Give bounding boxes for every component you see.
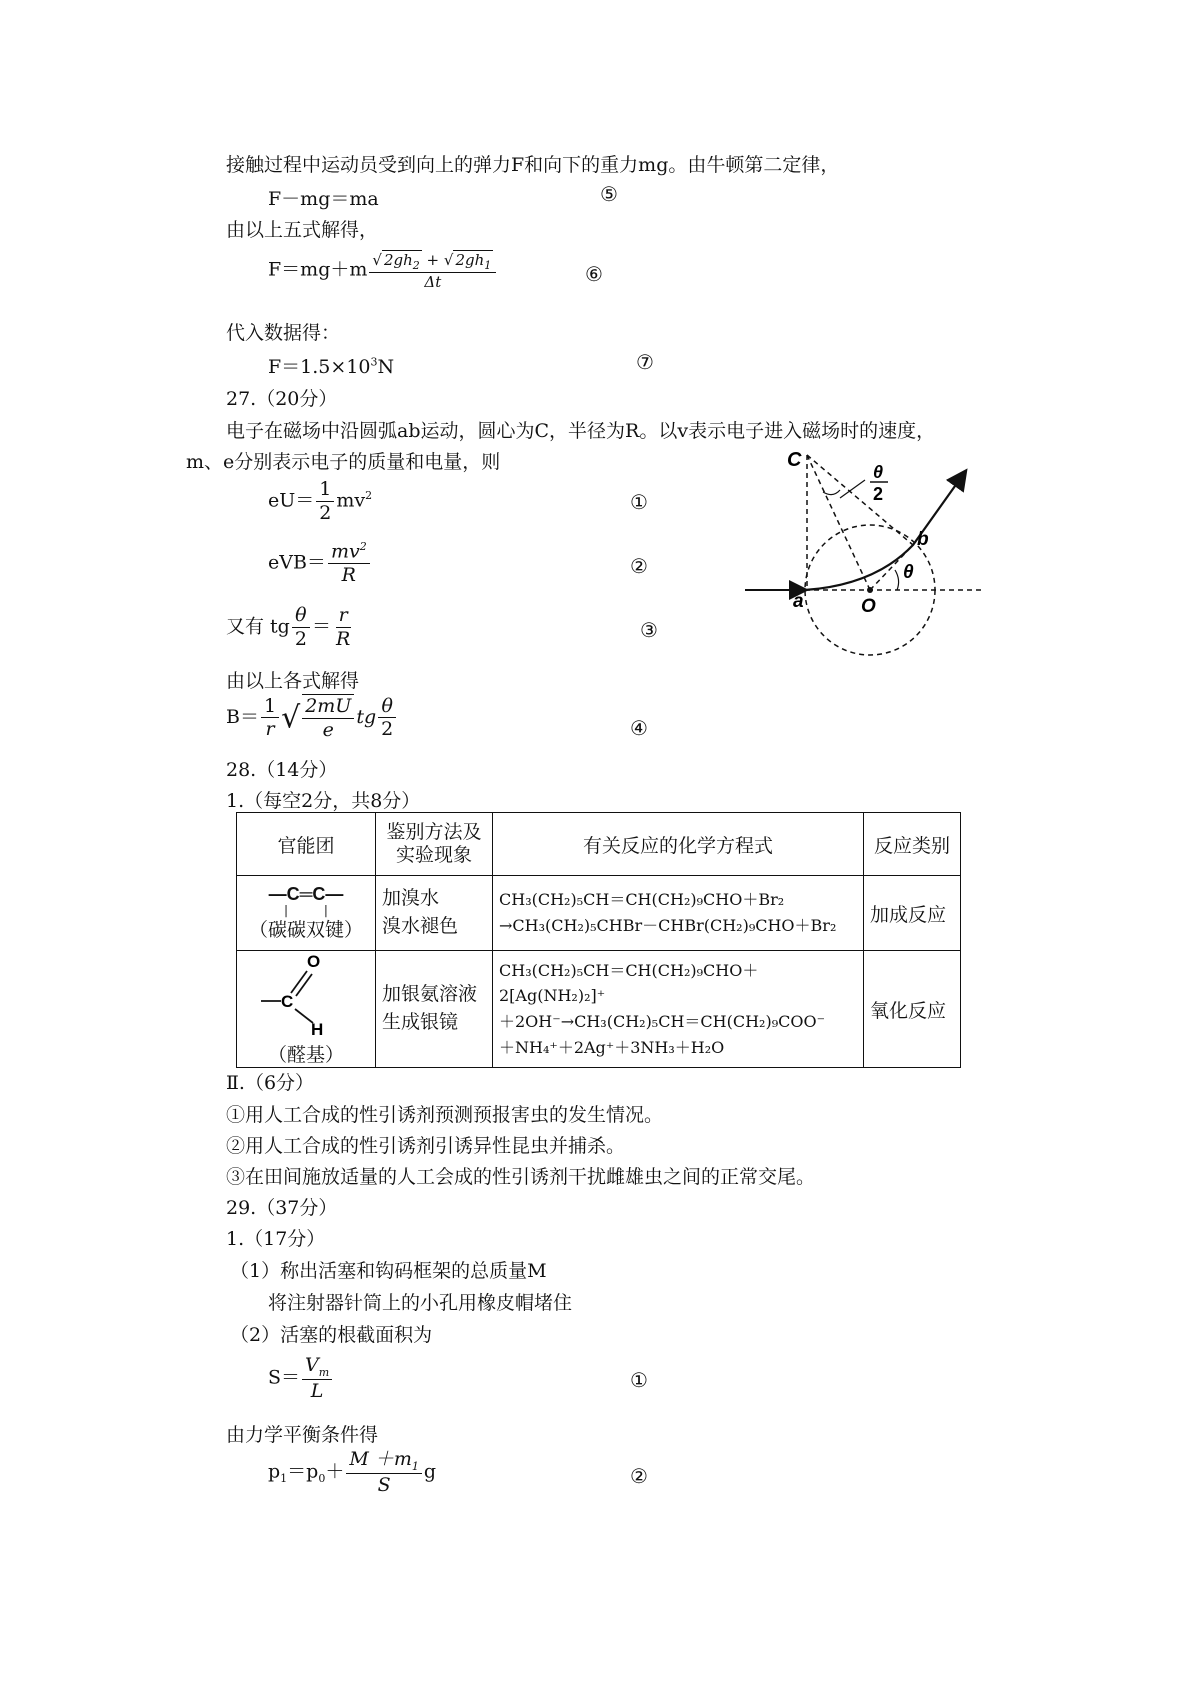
table-row <box>237 876 961 951</box>
question-number: 29.（37分） <box>226 1197 338 1219</box>
equation-number: ② <box>630 554 648 578</box>
equation: eU＝ $\frac{1}{2}$ $mv^2$ <box>268 478 373 524</box>
text-line: 由以上五式解得， <box>226 219 379 241</box>
svg-text:C: C <box>281 992 294 1011</box>
line-co <box>807 455 870 590</box>
electron-path-diagram <box>745 440 995 665</box>
text-line: ②用人工合成的性引诱剂引诱异性昆虫并捕杀。 <box>226 1135 626 1157</box>
text-line: 由以上各式解得 <box>226 670 360 692</box>
functional-group-cell: —C═C— | | （碳碳双键） <box>237 876 376 951</box>
text-line: 将注射器针筒上的小孔用橡皮帽堵住 <box>268 1292 573 1314</box>
table-header-row <box>237 813 961 876</box>
table-row <box>237 951 961 1068</box>
functional-group-cell <box>237 951 376 1068</box>
electron-arc-path <box>805 472 965 590</box>
equation: eVB＝ $\frac{mv^2}{R}$ <box>268 540 372 587</box>
reaction-type-cell: 加成反应 <box>864 876 961 951</box>
equation: B＝ $\frac{1}{r}$ √ $\frac{2mU}{e}$ tg $\frac{\theta}{2}$ <box>226 694 398 742</box>
radius-cb <box>807 455 913 545</box>
text-line: 1.（每空2分，共8分） <box>226 790 421 812</box>
question-number: 28.（14分） <box>226 759 338 781</box>
label-a: a <box>793 591 804 612</box>
text-line: 代入数据得： <box>226 322 341 344</box>
label-theta-half-num: θ <box>873 462 884 482</box>
equation: $p_1=p_0+$ $\frac{M +m_1}{S}$ g <box>268 1448 437 1496</box>
label-c: C <box>787 449 802 471</box>
reaction-type-cell: 氧化反应 <box>864 951 961 1068</box>
equation-number: ① <box>630 490 648 514</box>
equation-number: ④ <box>630 716 648 740</box>
text-line: ③在田间施放适量的人工会成的性引诱剂干扰雌雄虫之间的正常交尾。 <box>226 1166 816 1188</box>
label-theta-half-den: 2 <box>873 484 884 504</box>
text-line: m、e分别表示电子的质量和电量，则 <box>186 451 501 473</box>
equation: 又有 tg $\frac{\theta}{2}$ ＝ $\frac{r}{R}$ <box>226 604 351 650</box>
angle-arc-theta <box>895 570 899 590</box>
angle-arc-half <box>823 490 840 495</box>
text-line: （2）活塞的根截面积为 <box>230 1324 433 1346</box>
text-line: 电子在磁场中沿圆弧ab运动，圆心为C，半径为R。以v表示电子进入磁场时的速度， <box>226 420 936 442</box>
equation-cell: CH₃(CH₂)₅CH＝CH(CH₂)₉CHO＋2[Ag(NH₂)₂]⁺ ＋2OH⁻→CH₃(CH₂)₅CH＝CH(CH₂)₉COO⁻ ＋NH₄⁺＋2Ag⁺＋3NH₃＋H₂O <box>493 951 864 1068</box>
method-cell: 加溴水 溴水褪色 <box>376 876 493 951</box>
text-line: 由力学平衡条件得 <box>226 1424 379 1446</box>
question-part: Ⅱ.（6分） <box>226 1072 315 1094</box>
reaction-table <box>236 812 961 1068</box>
table-header: 鉴别方法及 实验现象 <box>376 813 493 876</box>
text-line: ①用人工合成的性引诱剂预测预报害虫的发生情况。 <box>226 1104 664 1126</box>
angle-pointer <box>840 480 865 498</box>
equation: F＝mg＋m $\frac{√ 2gh_2 + √ 2gh_1}{\Delta t}$ <box>268 250 498 291</box>
center-point-o <box>867 587 873 593</box>
equation-number: ⑥ <box>585 262 603 286</box>
text-line: （1）称出活塞和钩码框架的总质量M <box>230 1260 547 1282</box>
method-cell: 加银氨溶液 生成银镜 <box>376 951 493 1068</box>
equation: $F=1.5\times 10^3N$ <box>268 355 395 378</box>
equation: S＝ $\frac{V_m}{L}$ <box>268 1354 334 1403</box>
aldehyde-structure <box>243 951 369 1035</box>
equation-number: ③ <box>640 618 658 642</box>
group-name: （碳碳双键） <box>248 919 363 941</box>
question-part: 1.（17分） <box>226 1228 326 1250</box>
equation-number: ① <box>630 1368 648 1392</box>
svg-text:O: O <box>307 952 321 971</box>
double-bond-structure: —C═C— <box>268 884 344 904</box>
text-line: 接触过程中运动员受到向上的弹力F和向下的重力mg。由牛顿第二定律， <box>226 154 840 176</box>
question-number: 27.（20分） <box>226 388 338 410</box>
label-o: O <box>861 596 876 617</box>
label-theta: θ <box>903 562 914 583</box>
equation-cell: CH₃(CH₂)₅CH＝CH(CH₂)₉CHO＋Br₂ →CH₃(CH₂)₅CHBr－CHBr(CH₂)₉CHO＋Br₂ <box>493 876 864 951</box>
table-header: 官能团 <box>237 813 376 876</box>
equation-number: ⑤ <box>600 182 618 206</box>
svg-text:H: H <box>311 1020 324 1035</box>
group-name: （醛基） <box>267 1044 344 1066</box>
equation: F－mg＝ma <box>268 188 379 210</box>
table-header: 反应类别 <box>864 813 961 876</box>
equation-number: ② <box>630 1464 648 1488</box>
label-b: b <box>917 529 929 550</box>
table-header: 有关反应的化学方程式 <box>493 813 864 876</box>
equation-number: ⑦ <box>636 350 654 374</box>
